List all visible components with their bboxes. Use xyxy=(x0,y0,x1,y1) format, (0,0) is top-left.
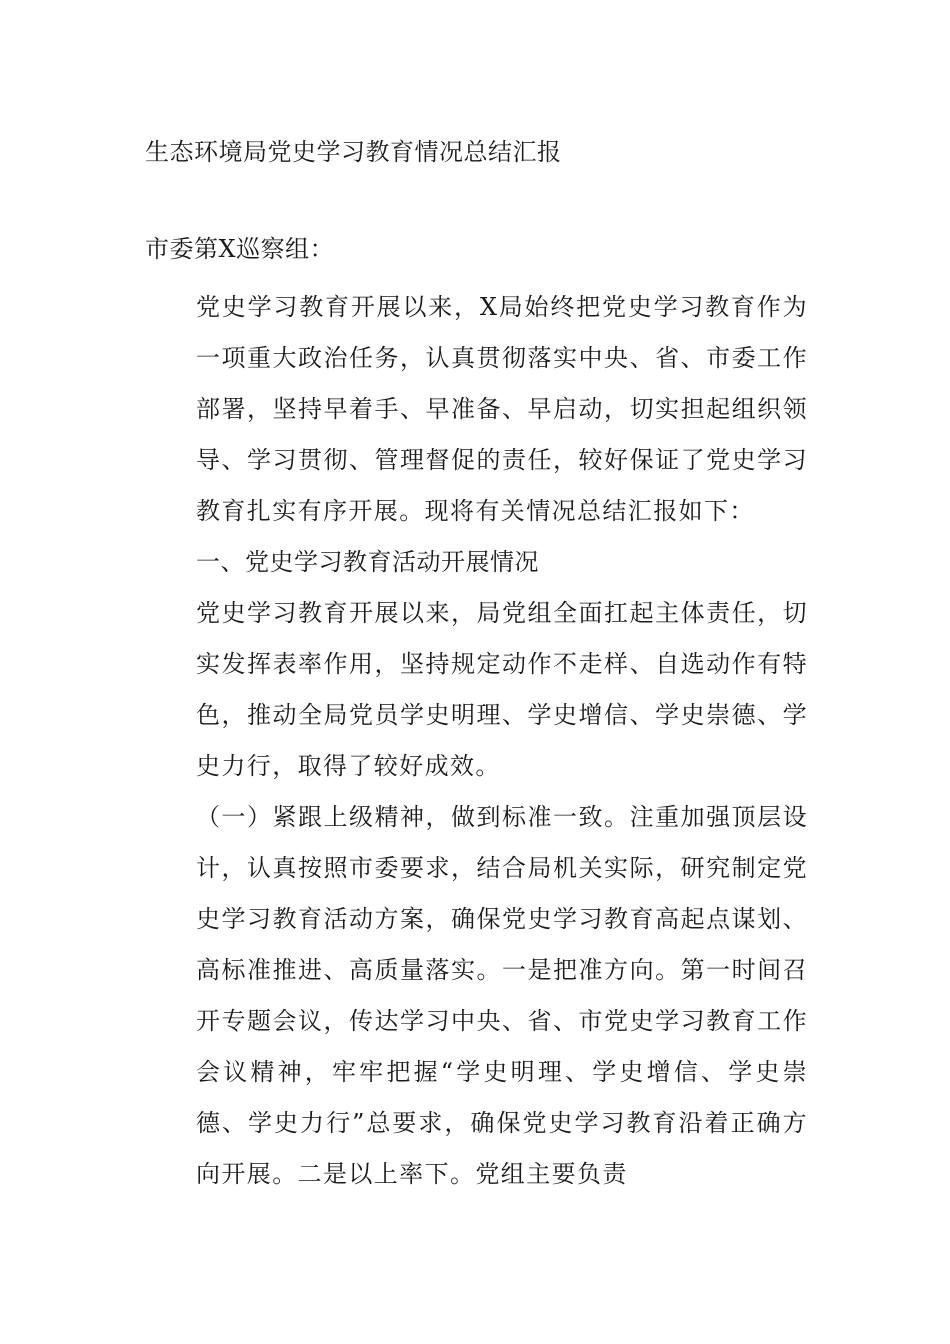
addressee: 市委第X巡察组： xyxy=(145,235,335,263)
paragraph-overview: 党史学习教育开展以来，局党组全面扛起主体责任，切实发挥表率作用，坚持规定动作不走样、自选动作有特色，推动全局党员学史明理、学史增信、学史崇德、学史力行，取得了较好成效。 xyxy=(196,599,808,780)
paragraph-subsection-1: （一）紧跟上级精神，做到标准一致。注重加强顶层设计，认真按照市委要求，结合局机关实际，研究制定党史学习教育活动方案，确保党史学习教育高起点谋划、高标准推进、高质量落实。一是把准方向。第一时间召开专题会议，传达学习中央、省、市党史学习教育工作会议精神，牢牢把握“学史明理、学史增信、学史崇德、学史力行”总要求，确保党史学习教育沿着正确方向开展。二是以上率下。党组主要负责 xyxy=(196,803,808,1188)
document-title: 生态环境局党史学习教育情况总结汇报 xyxy=(145,138,562,166)
document-body xyxy=(196,282,808,1200)
paragraph-intro: 党史学习教育开展以来，X局始终把党史学习教育作为一项重大政治任务，认真贯彻落实中央、省、市委工作部署，坚持早着手、早准备、早启动，切实担起组织领导、学习贯彻、管理督促的责任，较好保证了党史学习教育扎实有序开展。现将有关情况总结汇报如下： xyxy=(196,293,808,525)
section-heading: 一、党史学习教育活动开展情况 xyxy=(196,548,539,576)
